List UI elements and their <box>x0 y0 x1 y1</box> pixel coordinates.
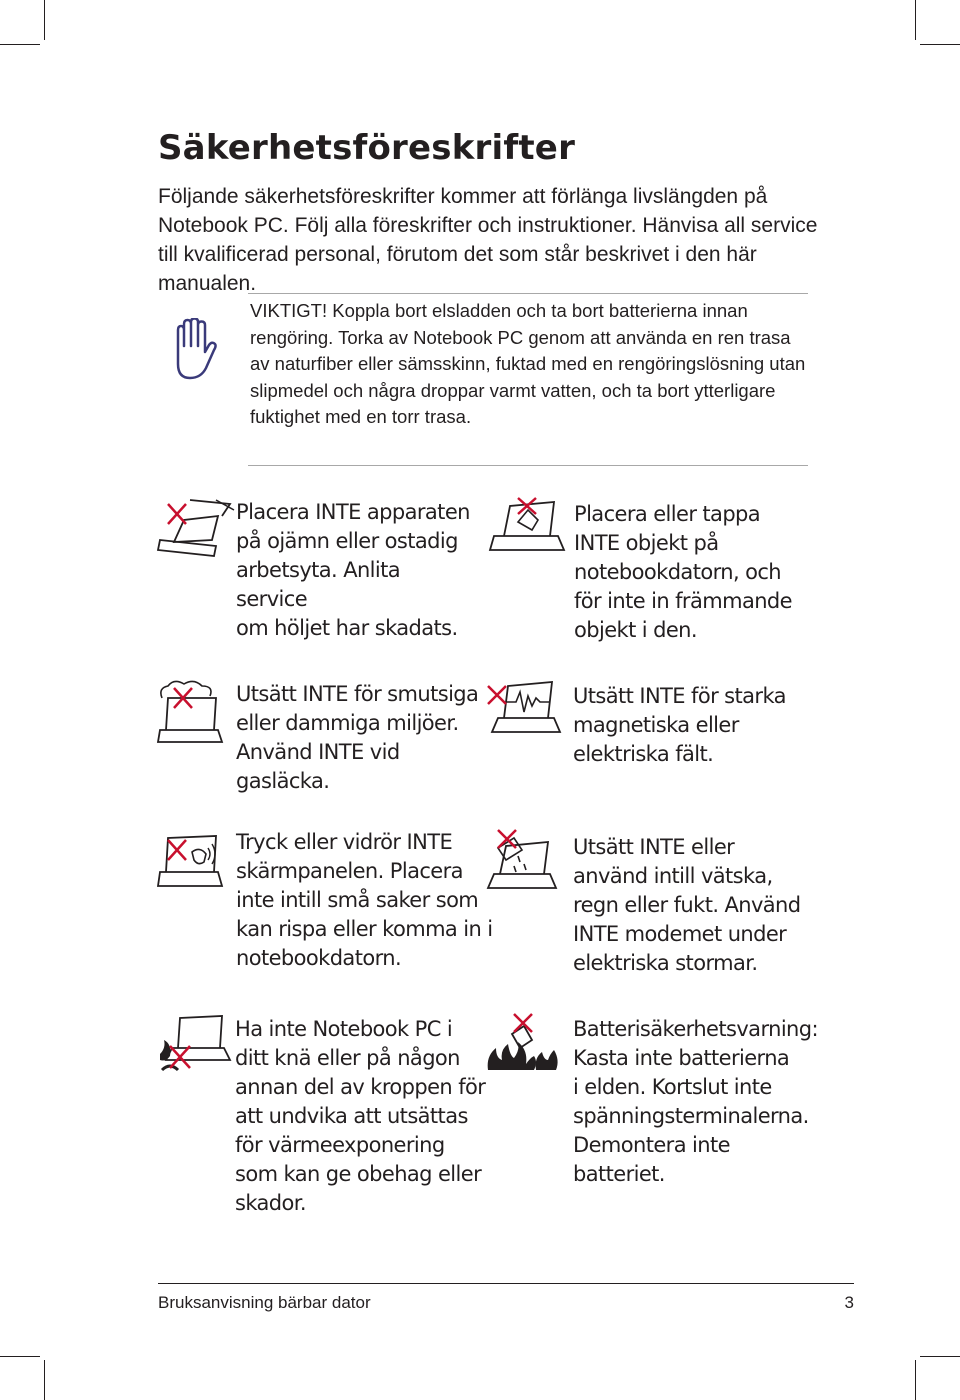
crop-mark <box>915 1360 916 1400</box>
warning-text-objects: Placera eller tappa INTE objekt på notebookdatorn, och för inte in främmande objekt i den. <box>574 502 792 642</box>
laptop-magnetic-field-icon <box>484 672 566 738</box>
stop-hand-icon <box>168 318 218 380</box>
crop-mark <box>915 0 916 40</box>
crop-mark <box>0 1356 40 1357</box>
crop-mark <box>0 44 40 45</box>
crop-mark <box>44 0 45 40</box>
page-title: Säkerhetsföreskrifter <box>158 128 576 168</box>
warning-text-lap-heat: Ha inte Notebook PC i ditt knä eller på någon annan del av kroppen för att undvika att utsättas för värmeexponering som kan ge obehag eller skador. <box>235 1017 486 1215</box>
intro-paragraph: Följande säkerhetsföreskrifter kommer att förlänga livslängden på Notebook PC. Följ alla föreskrifter och instruktioner. Hänvisa all service till kvalificerad personal, förutom det som står beskrivet i den här manualen. <box>158 185 818 295</box>
crop-mark <box>920 44 960 45</box>
warning-text-battery: Batterisäkerhetsvarning: Kasta inte batterierna i elden. Kortslut inte spänningsterminalerna. Demontera inte batteriet. <box>573 1017 818 1186</box>
warning-text-magnetic: Utsätt INTE för starka magnetiska eller elektriska fält. <box>573 684 786 766</box>
important-bottom-rule <box>248 465 808 466</box>
warning-text-dust: Utsätt INTE för smutsiga eller dammiga miljöer. Använd INTE vid gasläcka. <box>236 682 479 793</box>
warning-text-liquid: Utsätt INTE eller använd intill vätska, regn eller fukt. Använd INTE modemet under elektriska stormar. <box>573 835 801 975</box>
laptop-on-lap-heat-icon <box>156 1012 238 1078</box>
crop-mark <box>920 1356 960 1357</box>
footer-manual-name: Bruksanvisning bärbar dator <box>158 1293 371 1312</box>
laptop-unstable-surface-icon <box>156 496 238 562</box>
important-top-rule <box>248 293 808 294</box>
footer-rule <box>158 1283 854 1284</box>
important-notice: VIKTIGT! Koppla bort elsladden och ta bort batterierna innan rengöring. Torka av Notebook PC genom att använda en ren trasa av naturfiber eller sämsskinn, fuktad med en rengöringslösning utan slipmedel och några droppar varmt vatten, och ta bort ytterligare fuktighet med en torr trasa. <box>250 300 806 427</box>
warning-text-screen-pressure: Tryck eller vidrör INTE skärmpanelen. Placera inte intill små saker som kan rispa eller komma in i notebookdatorn. <box>236 830 493 970</box>
battery-fire-icon <box>484 1010 566 1076</box>
laptop-liquid-icon <box>484 826 566 892</box>
laptop-screen-pressure-icon <box>156 826 238 892</box>
laptop-objects-icon <box>488 492 570 558</box>
laptop-dust-icon <box>156 680 238 746</box>
page-number: 3 <box>844 1293 854 1312</box>
crop-mark <box>44 1360 45 1400</box>
warning-text-unstable-surface: Placera INTE apparaten på ojämn eller ostadig arbetsyta. Anlita service om höljet har skadats. <box>236 500 470 640</box>
